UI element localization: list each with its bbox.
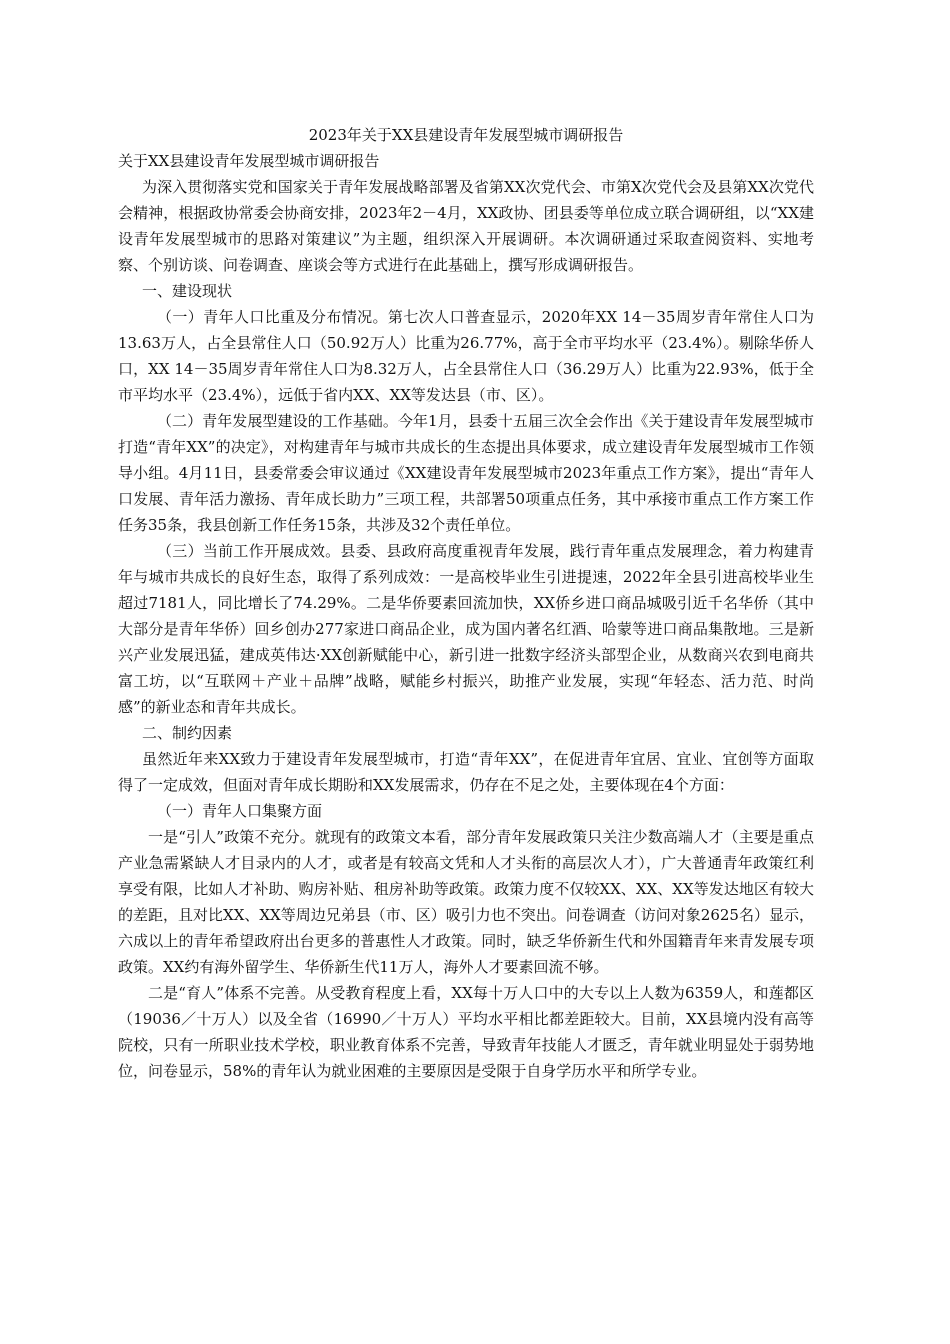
paragraph-achievements: （三）当前工作开展成效。县委、县政府高度重视青年发展，践行青年重点发展理念，着力构建青年与城市共成长的良好生态，取得了系列成效：一是高校毕业生引进提速，2022年全县引进高校毕业生超过7181人，同比增长了74.29%。二是华侨要素回流加快，XX侨乡进口商品城吸引近千名华侨（其中大部分是青年华侨）回乡创办277家进口商品企业，成为国内著名红酒、哈蒙等进口商品集散地。三是新兴产业发展迅猛，建成英伟达·XX创新赋能中心，新引进一批数字经济头部型企业，从数商兴农到电商共富工坊，以“互联网＋产业＋品牌”战略，赋能乡村振兴，助推产业发展，实现“年轻态、活力范、时尚感”的新业态和青年共成长。 — [118, 542, 814, 716]
paragraph-work-basis: （二）青年发展型建设的工作基础。今年1月，县委十五届三次全会作出《关于建设青年发展型城市打造“青年XX”的决定》，对构建青年与城市共成长的生态提出具体要求，成立建设青年发展型城市工作领导小组。4月11日，县委常委会审议通过《XX建设青年发展型城市2023年重点工作方案》，提出“青年人口发展、青年活力激扬、青年成长助力”三项工程，共部署50项重点任务，其中承接市重点工作方案工作任务35条，我县创新工作任务15条，共涉及32个责任单位。 — [118, 412, 814, 534]
paragraph-cultivate-talent: 二是“育人”体系不完善。从受教育程度上看，XX每十万人口中的大专以上人数为6359人，和莲都区（19036／十万人）以及全省（16990／十万人）平均水平相比都差距较大。目前，XX县境内没有高等院校，只有一所职业技术学校，职业教育体系不完善，导致青年技能人才匮乏，青年就业明显处于弱势地位，问卷显示，58%的青年认为就业困难的主要原因是受限于自身学历水平和所学专业。 — [118, 984, 814, 1080]
document-subtitle: 关于XX县建设青年发展型城市调研报告 — [118, 152, 380, 170]
paragraph-attract-talent: 一是“引人”政策不充分。就现有的政策文本看，部分青年发展政策只关注少数高端人才（主要是重点产业急需紧缺人才目录内的人才，或者是有较高文凭和人才头衔的高层次人才），广大普通青年政策红利享受有限，比如人才补助、购房补贴、租房补助等政策。政策力度不仅较XX、XX、XX等发达地区有较大的差距，且对比XX、XX等周边兄弟县（市、区）吸引力也不突出。问卷调查（访问对象2625名）显示，六成以上的青年希望政府出台更多的普惠性人才政策。同时，缺乏华侨新生代和外国籍青年来青发展专项政策。XX约有海外留学生、华侨新生代11万人，海外人才要素回流不够。 — [118, 828, 814, 976]
intro-paragraph: 为深入贯彻落实党和国家关于青年发展战略部署及省第XX次党代会、市第X次党代会及县第XX次党代会精神，根据政协常委会协商安排，2023年2－4月，XX政协、团县委等单位成立联合调研组，以“XX建设青年发展型城市的思路对策建议”为主题，组织深入开展调研。本次调研通过采取查阅资料、实地考察、个别访谈、问卷调查、座谈会等方式进行在此基础上，撰写形成调研报告。 — [118, 178, 814, 274]
document-title: 2023年关于XX县建设青年发展型城市调研报告 — [308, 126, 624, 144]
section-heading-2: 二、制约因素 — [142, 724, 233, 742]
section-heading-1: 一、建设现状 — [142, 282, 233, 300]
paragraph-population: （一）青年人口比重及分布情况。第七次人口普查显示，2020年XX 14－35周岁青年常住人口为13.63万人，占全县常住人口（50.92万人）比重为26.77%，高于全市平均水平（23.4%）。剔除华侨人口，XX 14－35周岁青年常住人口为8.32万人，占全县常住人口（36.29万人）比重为22.93%，低于全市平均水平（23.4%），远低于省内XX、XX等发达县（市、区）。 — [118, 308, 814, 404]
document-body — [118, 122, 814, 1084]
subsection-heading-youth-population: （一）青年人口集聚方面 — [157, 802, 323, 820]
paragraph-constraints-intro: 虽然近年来XX致力于建设青年发展型城市，打造“青年XX”，在促进青年宜居、宜业、宜创等方面取得了一定成效，但面对青年成长期盼和XX发展需求，仍存在不足之处，主要体现在4个方面： — [118, 750, 814, 794]
